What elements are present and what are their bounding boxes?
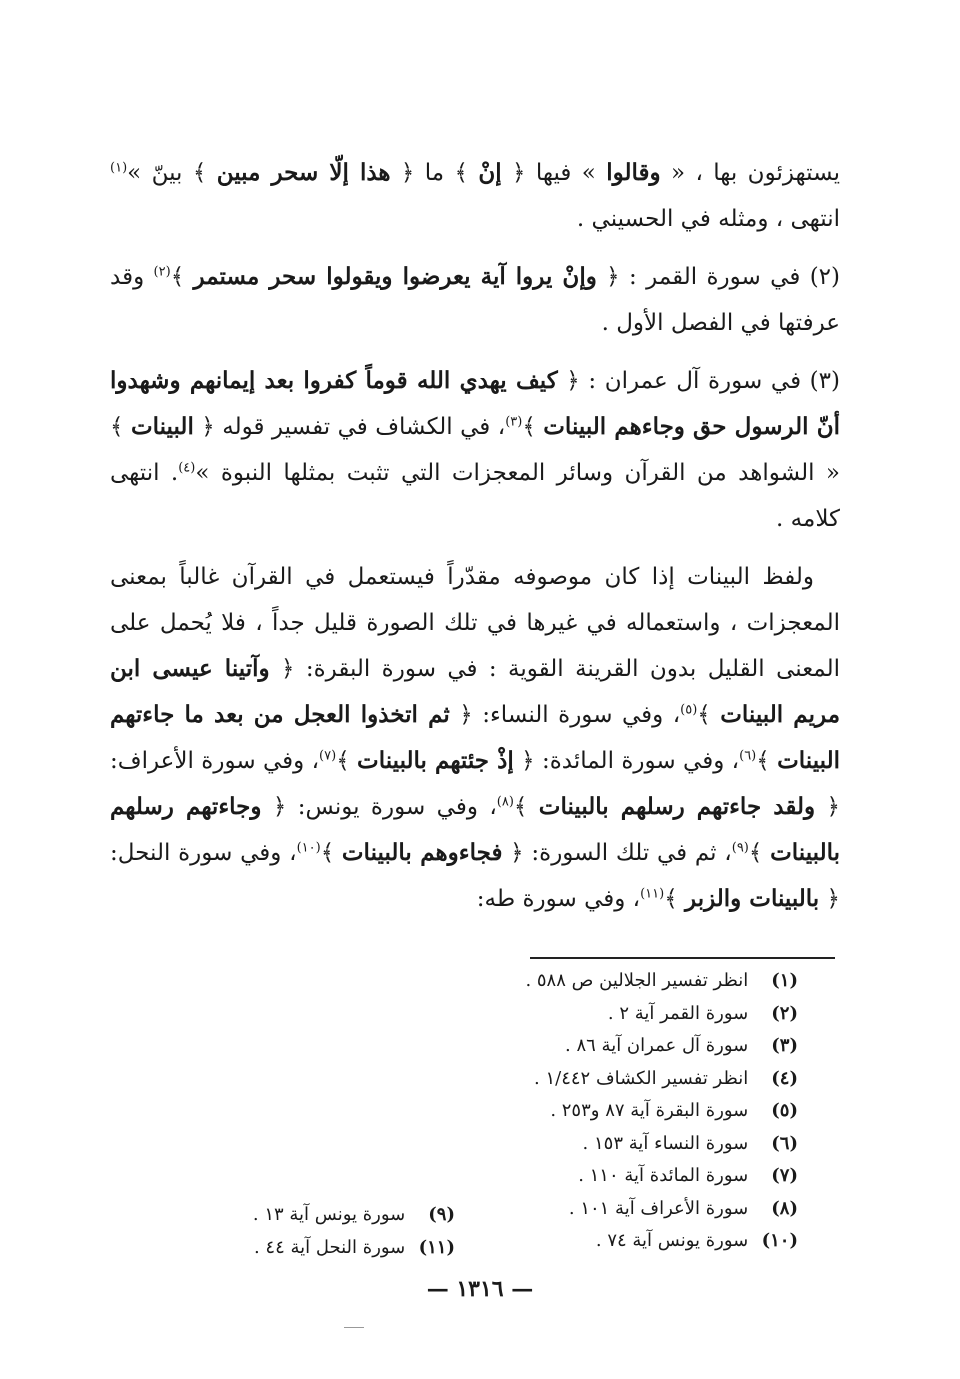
text-run: ﴾ <box>513 794 539 820</box>
footnote-number: (٩) <box>428 1204 455 1225</box>
text-run: ﴾ « الشواهد من القرآن وسائر المعجزات التي تثبت بمثلها النبوة » <box>110 414 840 486</box>
text-run: ﴾ <box>748 840 771 866</box>
text-run: ﴾ <box>756 748 778 774</box>
footnote-number: (١) <box>771 970 798 991</box>
text-run: ولفظ البينات إذا كان موصوفه مقدّراً فيستعمل في القرآن غالباً بمعنى المعجزات ، واستعماله في غيرها في تلك الصورة قليل جداً ، فلا يُحمل على المعنى القليل بدون القرينة القوية : في سورة البقرة: ﴿ <box>110 564 840 682</box>
footnote-text: انظر تفسير الجلالين ص ٥٨٨ . <box>525 970 749 991</box>
quran-quote: وجاءتهم رسلهم بالبينات <box>110 793 840 866</box>
footnote-item <box>438 998 798 1031</box>
footnote-ref: (٤) <box>178 460 196 476</box>
text-run: ﴾ <box>664 886 685 912</box>
footnote-separator <box>530 957 835 959</box>
footnote-text: سورة آل عمران آية ٨٦ . <box>565 1035 749 1056</box>
footnote-ref: (٩) <box>731 840 749 856</box>
footnote-item <box>438 1063 798 1096</box>
quran-quote: وإنْ يروا آية يعرضوا ويقولوا سحر مستمر <box>193 263 597 290</box>
footnote-number: (٤) <box>771 1067 798 1089</box>
footnote-number: (٧) <box>771 1165 798 1186</box>
quran-quote: إنْ <box>478 159 502 186</box>
paragraph-p4 <box>110 554 840 922</box>
text-run: ﴾ ما ﴿ <box>390 160 479 186</box>
footnote-text: سورة النحل آية ٤٤ . <box>253 1236 406 1258</box>
footnote-ref: (١) <box>110 160 128 176</box>
page-number: — ١٣١٦ — <box>426 1276 534 1302</box>
text-run: ﴾ <box>522 414 544 440</box>
text-run: انتهى ، ومثله في الحسيني . <box>576 206 840 232</box>
text-run: ﴾ <box>697 702 721 728</box>
quran-quote: البينات <box>130 413 194 440</box>
quran-quote: فجاءوهم بالبينات <box>341 839 503 866</box>
footnote-text: سورة النساء آية ١٥٣ . <box>582 1132 749 1154</box>
footnote-item <box>438 1095 798 1128</box>
footnote-text: سورة الأعراف آية ١٠١ . <box>568 1197 749 1219</box>
quran-quote: بالبينات والزبر <box>685 885 820 912</box>
text-run: (٣) في سورة آل عمران : ﴿ <box>557 368 840 394</box>
footnote-text: سورة القمر آية ٢ . <box>607 1002 749 1024</box>
footnote-item <box>438 1030 798 1063</box>
footnote-ref: (٧) <box>319 748 337 764</box>
footnote-ref: (٢) <box>153 264 171 280</box>
footnotes-column-right <box>438 965 798 1258</box>
footnote-number: (٥) <box>771 1100 798 1121</box>
footnote-item <box>438 1160 798 1193</box>
paragraph-p3 <box>110 358 840 542</box>
footnote-number: (٦) <box>771 1132 798 1154</box>
text-run: ﴾ بينّ » <box>127 160 217 186</box>
paragraph-p1 <box>110 150 840 242</box>
text-run: ، وفي سورة طه: <box>476 886 641 912</box>
text-run: . انتهى كلامه . <box>110 460 840 532</box>
text-run: » فيها ﴿ <box>501 160 607 186</box>
footnote-number: (١٠) <box>761 1230 798 1251</box>
text-run: يستهزئون بها ، « <box>660 160 841 186</box>
text-run: ، وفي سورة المائدة: ﴿ <box>513 748 740 774</box>
footnote-item <box>438 965 798 998</box>
footnote-item <box>438 1193 798 1226</box>
text-run: ، وفي سورة يونس: ﴿ <box>261 794 497 820</box>
text-run: ، في الكشاف في تفسير قوله ﴿ <box>193 414 506 440</box>
footnote-text: سورة المائدة آية ١١٠ . <box>578 1165 749 1186</box>
footnote-item <box>438 1225 798 1258</box>
footnote-number: (٨) <box>771 1197 798 1219</box>
footnote-ref: (١١) <box>640 886 665 902</box>
footnote-ref: (٥) <box>680 702 698 718</box>
footnote-text: سورة يونس آية ١٣ . <box>252 1204 406 1225</box>
quran-quote: هذا إلّا سحر مبين <box>216 159 391 186</box>
footnote-item <box>155 1199 455 1232</box>
text-run: ﴾ <box>336 748 358 774</box>
paragraph-p2 <box>110 254 840 346</box>
footnote-number: (١١) <box>418 1236 455 1258</box>
footnote-number: (٢) <box>771 1002 798 1024</box>
text-run: ، وفي سورة النساء: ﴿ <box>449 702 681 728</box>
quran-quote: ولقد جاءتهم رسلهم بالبينات <box>538 793 816 820</box>
scan-mark <box>344 1327 364 1328</box>
text-run: ، ثم في تلك السورة: ﴿ <box>502 840 732 866</box>
footnotes-column-left <box>155 1199 455 1264</box>
footnote-ref: (٣) <box>505 414 523 430</box>
footnote-item <box>438 1128 798 1161</box>
main-text <box>110 150 840 934</box>
footnote-text: سورة يونس آية ٧٤ . <box>595 1230 749 1251</box>
footnote-ref: (٦) <box>739 748 757 764</box>
footnote-item <box>155 1232 455 1265</box>
quran-quote: وقالوا <box>606 159 661 186</box>
quran-quote: كيف يهدي الله قوماً كفروا بعد إيمانهم وشهدوا أنّ الرسول حق وجاءهم البينات <box>110 367 841 440</box>
text-run: وقد عرفتها في الفصل الأول . <box>110 264 840 336</box>
footnote-text: انظر تفسير الكشاف ١/٤٤٢ . <box>534 1067 749 1089</box>
footnote-ref: (١٠) <box>296 840 321 856</box>
text-run: ، وفي سورة النحل: ﴿ <box>110 840 840 912</box>
footnote-ref: (٨) <box>496 794 514 810</box>
quran-quote: ثم اتخذوا العجل من بعد ما جاءتهم البينات <box>110 701 840 774</box>
text-run: ﴾ <box>320 840 342 866</box>
text-run: ، وفي سورة الأعراف: ﴿ <box>110 748 840 820</box>
text-run: (٢) في سورة القمر : ﴿ <box>596 264 841 290</box>
quran-quote: وآتينا عيسى ابن مريم البينات <box>110 655 841 728</box>
footnote-text: سورة البقرة آية ٨٧ و٢٥٣ . <box>550 1100 749 1121</box>
quran-quote: إذْ جئتهم بالبينات <box>357 747 514 774</box>
text-run: ﴾ <box>170 264 194 290</box>
footnote-number: (٣) <box>771 1035 798 1056</box>
